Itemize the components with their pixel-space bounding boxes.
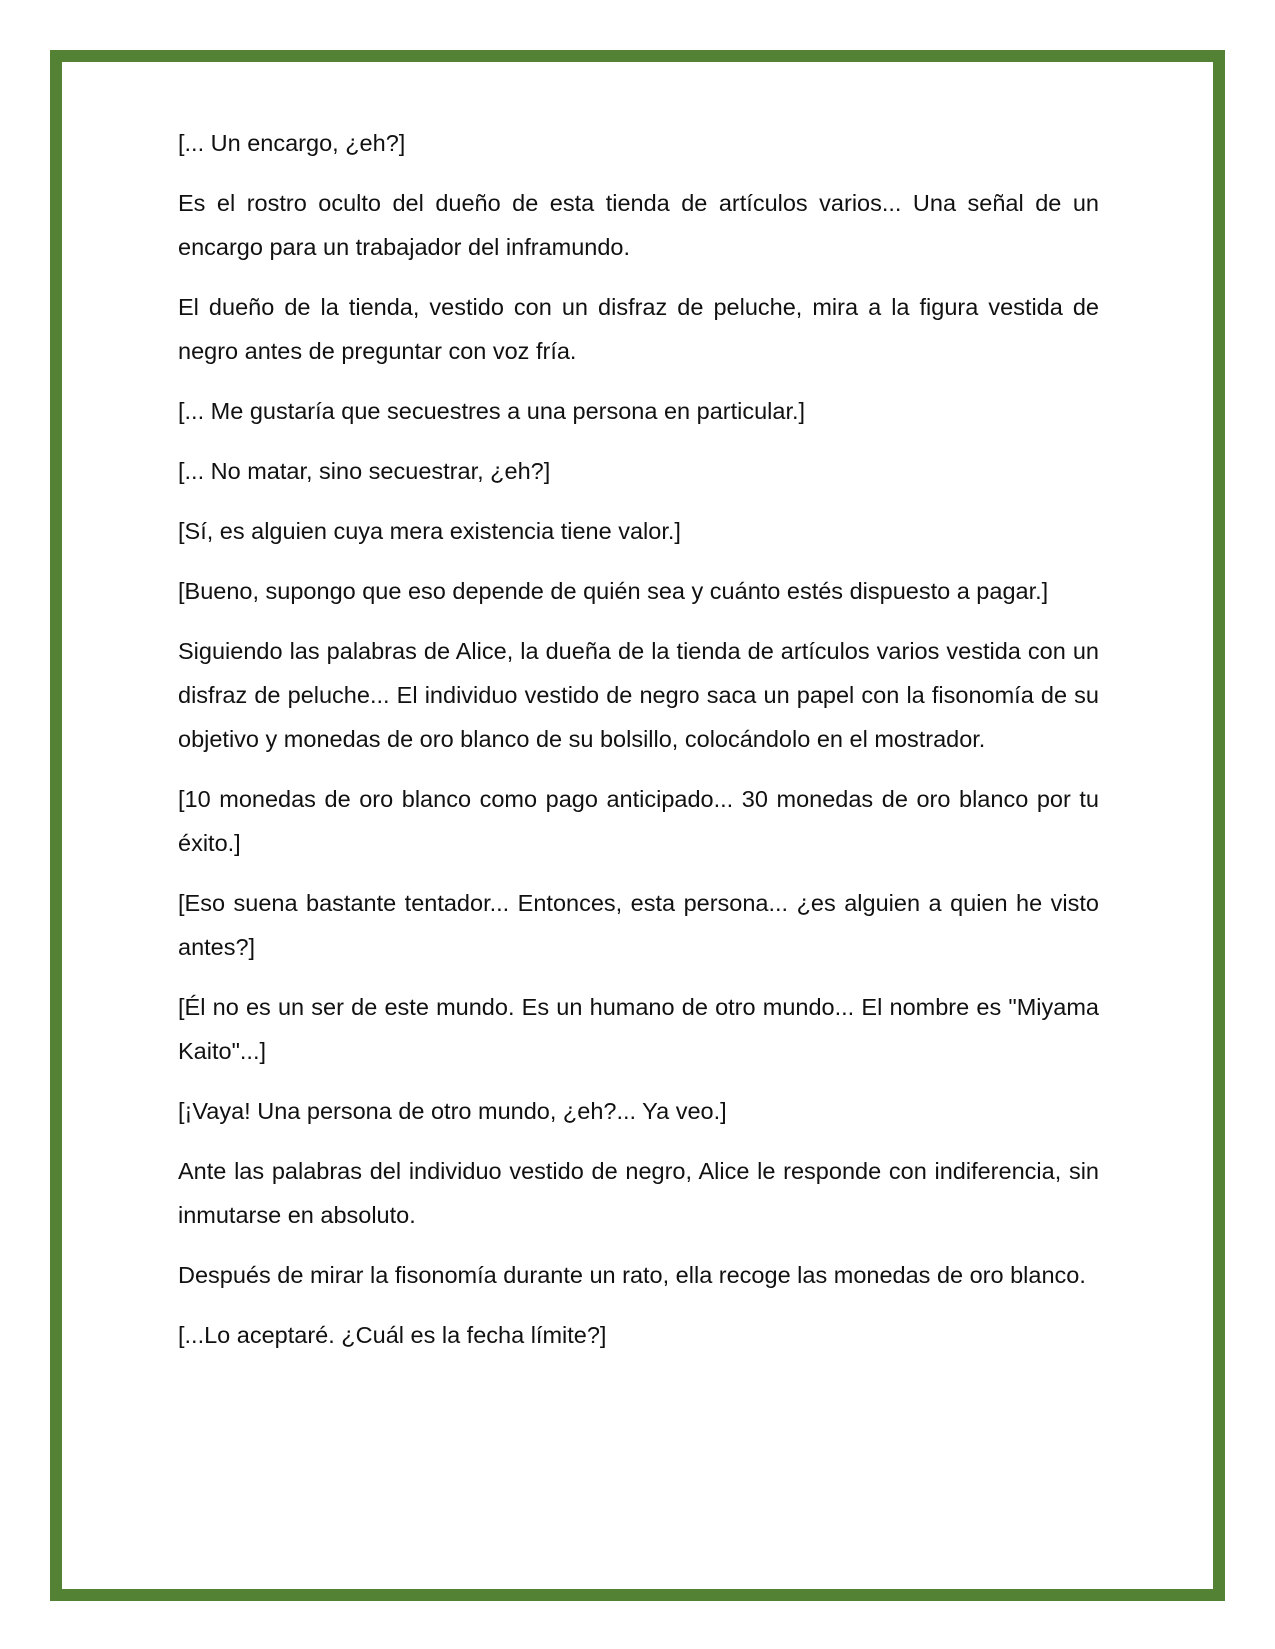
paragraph: [Eso suena bastante tentador... Entonces, esta persona... ¿es alguien a quien he visto antes?] <box>178 890 1099 960</box>
paragraph: [... Un encargo, ¿eh?] <box>178 130 406 156</box>
paragraph: Es el rostro oculto del dueño de esta tienda de artículos varios... Una señal de un encargo para un trabajador del inframundo. <box>178 190 1099 260</box>
paragraph: [... Me gustaría que secuestres a una persona en particular.] <box>178 398 806 424</box>
paragraph: Ante las palabras del individuo vestido de negro, Alice le responde con indiferencia, sin inmutarse en absoluto. <box>178 1158 1099 1228</box>
paragraph: [Bueno, supongo que eso depende de quién sea y cuánto estés dispuesto a pagar.] <box>178 578 1049 604</box>
paragraph: Después de mirar la fisonomía durante un rato, ella recoge las monedas de oro blanco. <box>178 1262 1086 1288</box>
document-body <box>178 121 1099 1373</box>
paragraph: [Sí, es alguien cuya mera existencia tiene valor.] <box>178 518 681 544</box>
paragraph: El dueño de la tienda, vestido con un disfraz de peluche, mira a la figura vestida de negro antes de preguntar con voz fría. <box>178 294 1099 364</box>
paragraph: Siguiendo las palabras de Alice, la dueña de la tienda de artículos varios vestida con un disfraz de peluche... El individuo vestido de negro saca un papel con la fisonomía de su objetivo y monedas de oro blanco de su bolsillo, colocándolo en el mostrador. <box>178 638 1099 752</box>
paragraph: [... No matar, sino secuestrar, ¿eh?] <box>178 458 551 484</box>
paragraph: [10 monedas de oro blanco como pago anticipado... 30 monedas de oro blanco por tu éxito.] <box>178 786 1099 856</box>
paragraph: [¡Vaya! Una persona de otro mundo, ¿eh?... Ya veo.] <box>178 1098 727 1124</box>
paragraph: [...Lo aceptaré. ¿Cuál es la fecha límite?] <box>178 1322 607 1348</box>
paragraph: [Él no es un ser de este mundo. Es un humano de otro mundo... El nombre es "Miyama Kaito"...] <box>178 994 1099 1064</box>
